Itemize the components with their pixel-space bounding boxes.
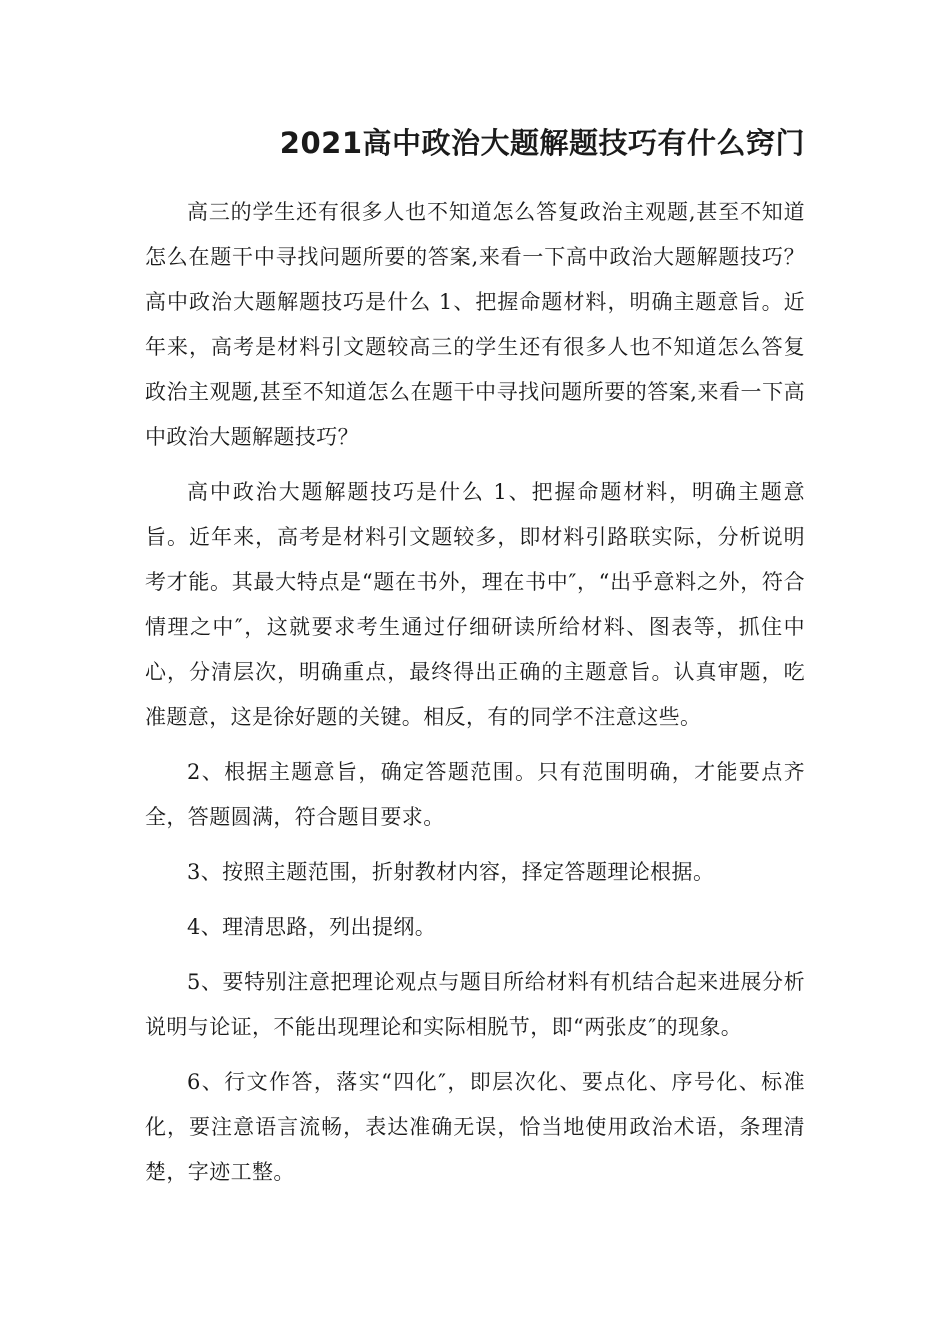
document-title: 2021高中政治大题解题技巧有什么窍门 — [279, 126, 805, 160]
paragraph-4: 3、按照主题范围，折射教材内容，择定答题理论根据。 — [187, 860, 715, 884]
paragraph-5: 4、理清思路，列出提纲。 — [187, 915, 437, 939]
paragraph-6: 5、要特别注意把理论观点与题目所给材料有机结合起来进展分析说明与论证，不能出现理论和实际相脱节，即“两张皮″的现象。 — [145, 970, 805, 1039]
paragraph-2: 高中政治大题解题技巧是什么 1、把握命题材料，明确主题意旨。近年来，高考是材料引文题较多，即材料引路联实际，分析说明考才能。其最大特点是“题在书外，理在书中″，“出乎意料之外，符合情理之中″，这就要求考生通过仔细研读所给材料、图表等，抓住中心，分清层次，明确重点，最终得出正确的主题意旨。认真审题，吃准题意，这是徐好题的关键。相反，有的同学不注意这些。 — [145, 480, 805, 729]
paragraph-3: 2、根据主题意旨，确定答题范围。只有范围明确，才能要点齐全，答题圆满，符合题目要求。 — [145, 760, 805, 829]
paragraph-1: 高三的学生还有很多人也不知道怎么答复政治主观题,甚至不知道怎么在题干中寻找问题所要的答案,来看一下高中政治大题解题技巧？高中政治大题解题技巧是什么 1、把握命题材料，明确主题意旨。近年来，高考是材料引文题较高三的学生还有很多人也不知道怎么答复政治主观题,甚至不知道怎么在题干中寻找问题所要的答案,来看一下高中政治大题解题技巧？ — [145, 200, 805, 449]
paragraph-7: 6、行文作答，落实“四化″，即层次化、要点化、序号化、标准化，要注意语言流畅，表达准确无误，恰当地使用政治术语，条理清楚，字迹工整。 — [145, 1070, 805, 1184]
document-body — [145, 190, 805, 1205]
